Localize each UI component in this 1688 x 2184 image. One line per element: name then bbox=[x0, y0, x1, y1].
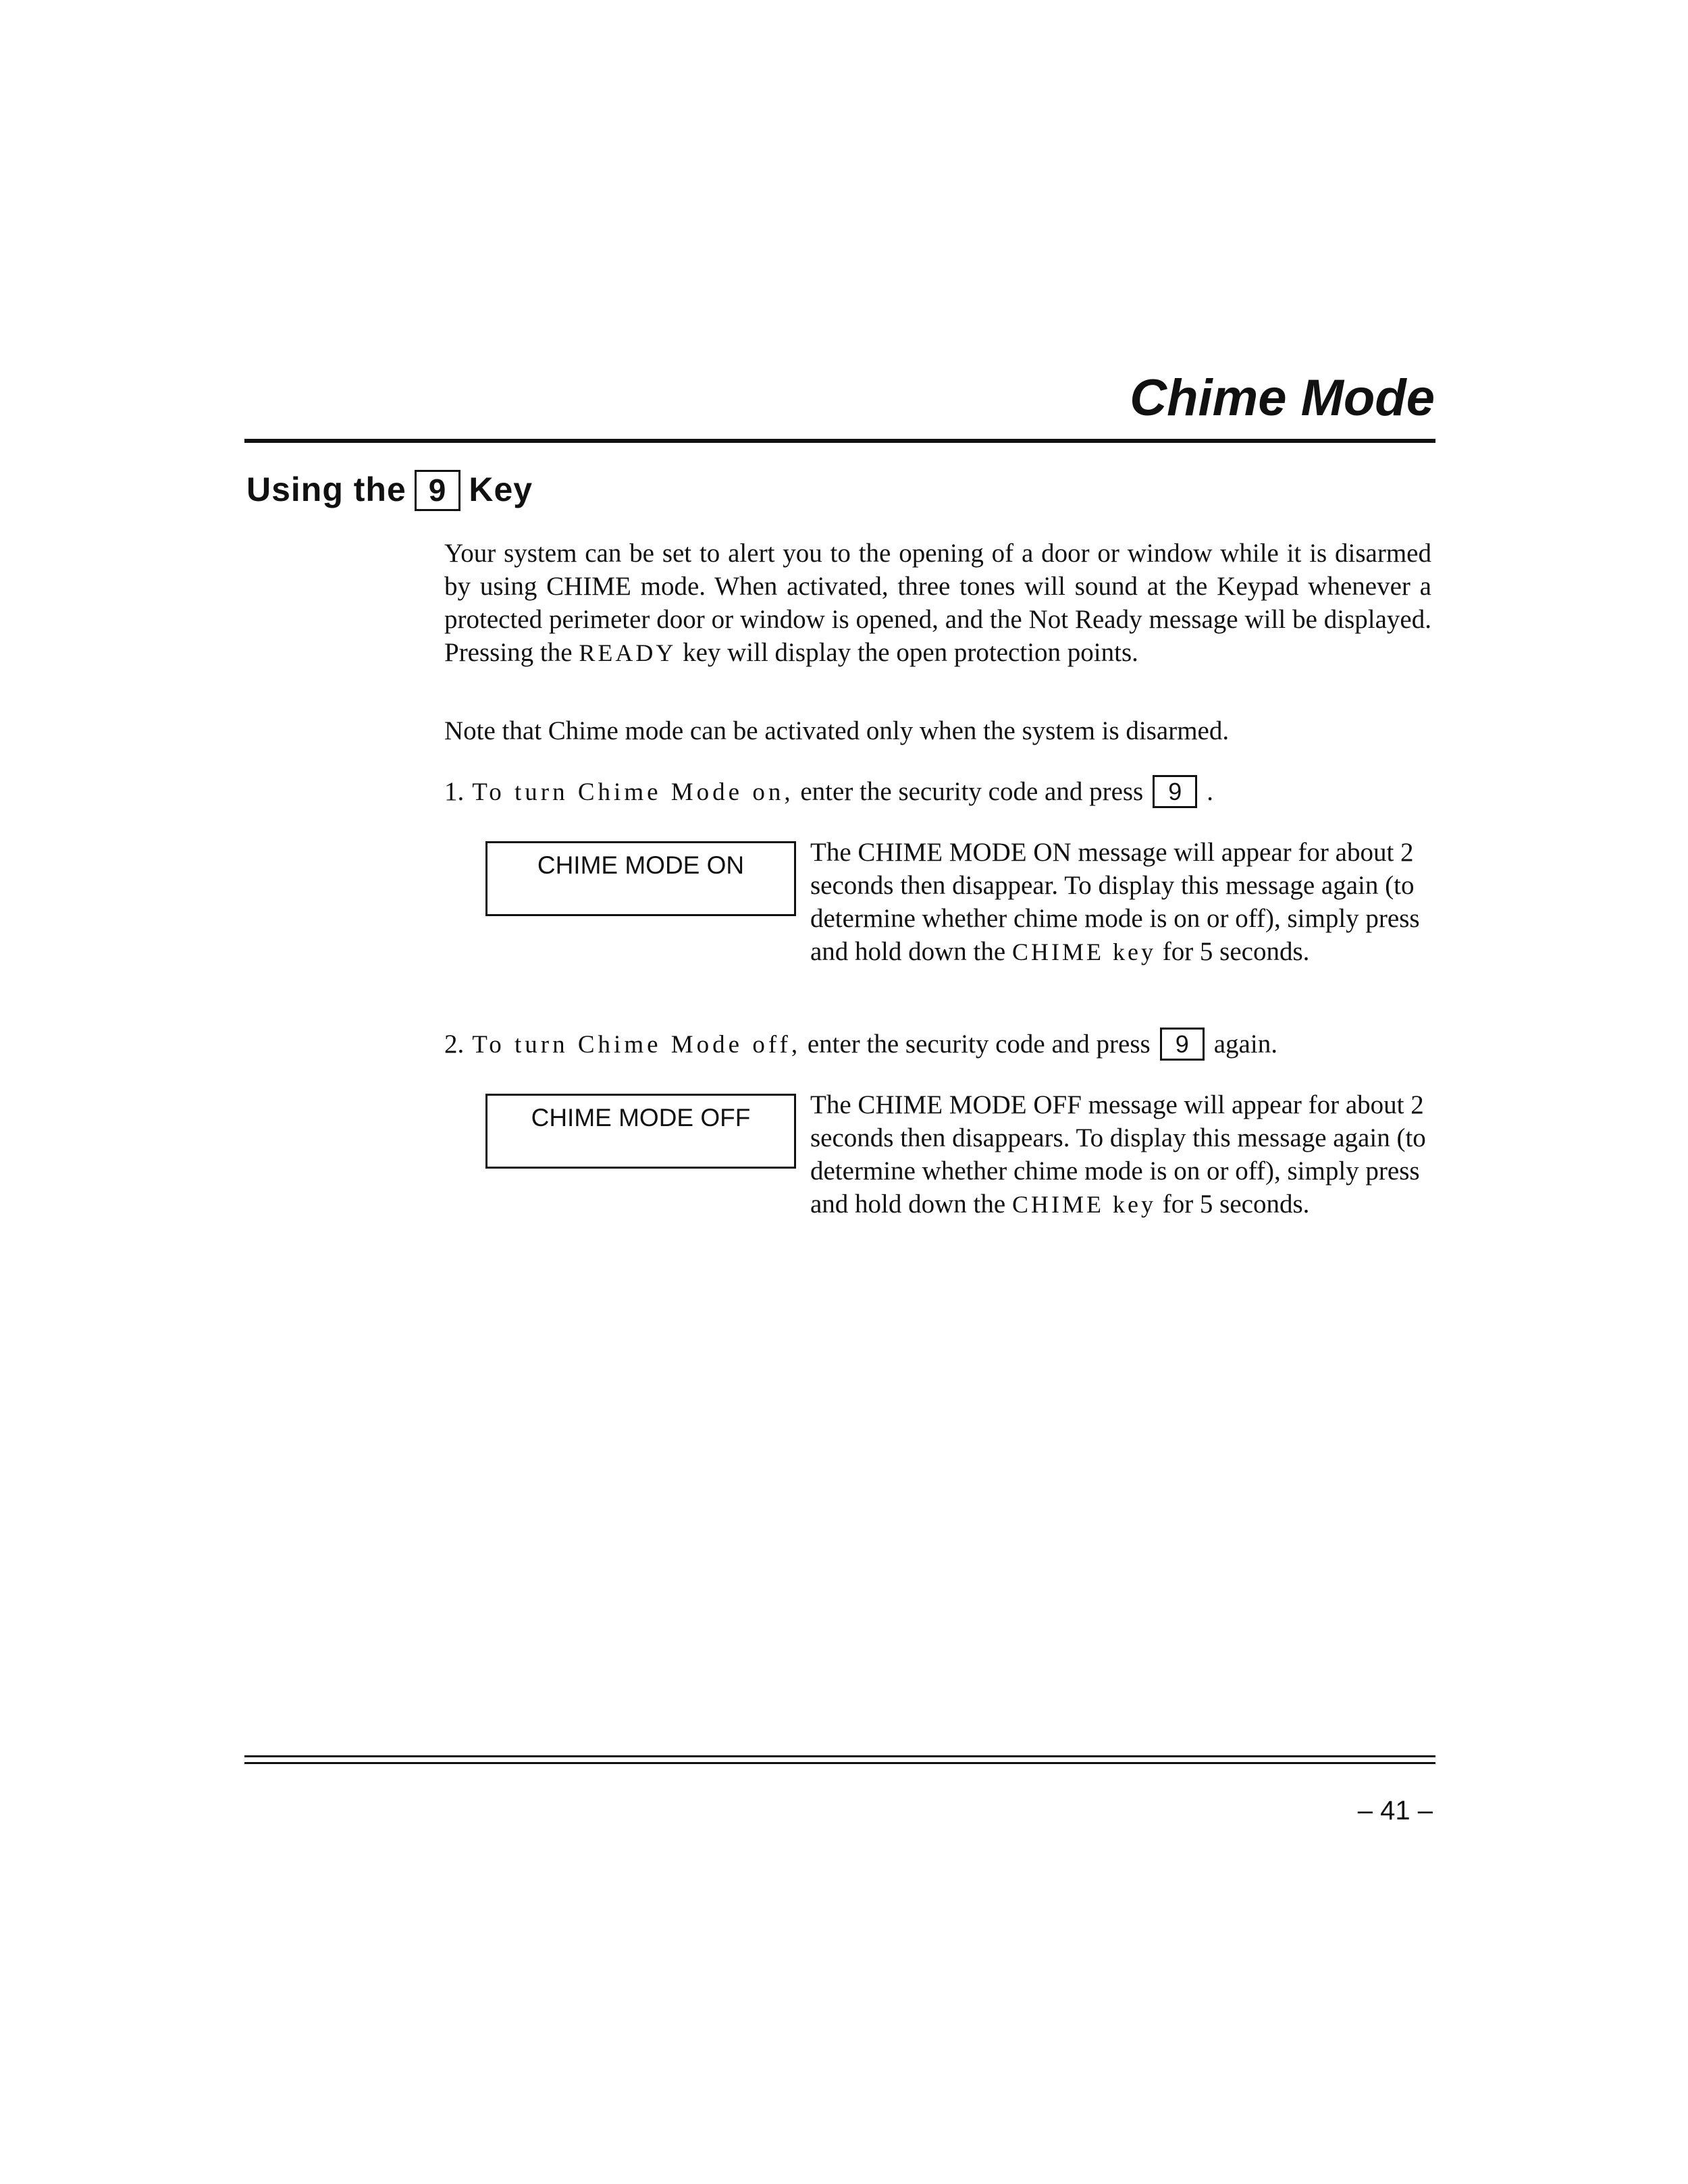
chapter-title: Chime Mode bbox=[1130, 369, 1435, 427]
footer-rule-top bbox=[244, 1755, 1435, 1757]
step-2-description bbox=[810, 1088, 1431, 1221]
section-heading bbox=[246, 466, 533, 513]
ready-key-text: READY bbox=[579, 639, 677, 666]
note-paragraph: Note that Chime mode can be activated only when the system is disarmed. bbox=[444, 716, 1230, 745]
step-1-text: enter the security code and press bbox=[800, 777, 1144, 806]
step-2-lead: To turn Chime Mode off, bbox=[472, 1031, 801, 1059]
step-2-desc-a: The CHIME MODE OFF message will appear for about 2 seconds then disappears. To display this message again (to determine whether chime mode is on or off), simply press and hold down the bbox=[810, 1090, 1426, 1219]
key-9-icon: 9 bbox=[415, 470, 461, 511]
step-1-lead: To turn Chime Mode on, bbox=[472, 778, 794, 806]
page-number: – 41 – bbox=[1357, 1796, 1433, 1826]
step-2-desc-b: for 5 seconds. bbox=[1162, 1190, 1310, 1219]
step-1-desc-b: for 5 seconds. bbox=[1162, 937, 1310, 966]
chime-key-text: CHIME key bbox=[1011, 938, 1156, 965]
step-2-text: enter the security code and press bbox=[807, 1030, 1151, 1059]
title-rule bbox=[244, 439, 1435, 443]
section-heading-prefix: Using the bbox=[246, 471, 406, 508]
step-1-description bbox=[810, 836, 1431, 969]
step-1 bbox=[444, 775, 1431, 809]
keypad-display-chime-on: CHIME MODE ON bbox=[485, 841, 796, 916]
footer-rule-bottom bbox=[244, 1762, 1435, 1764]
step-1-tail: . bbox=[1207, 777, 1214, 806]
key-9-icon: 9 bbox=[1153, 775, 1197, 808]
key-9-icon: 9 bbox=[1160, 1028, 1205, 1061]
intro-text-b: key will display the open protection points. bbox=[683, 638, 1138, 667]
chime-key-text: CHIME key bbox=[1011, 1191, 1156, 1218]
intro-text-a: Your system can be set to alert you to the opening of a door or window while it is disarmed by using CHIME mode. When activated, three tones will sound at the Keypad whenever a protected perimeter door or window is opened, and the Not Ready message will be displayed. Pressing the bbox=[444, 539, 1431, 667]
step-1-desc-a: The CHIME MODE ON message will appear for about 2 seconds then disappear. To display this message again (to determine whether chime mode is on or off), simply press and hold down the bbox=[810, 838, 1420, 966]
step-1-number: 1. bbox=[444, 777, 465, 806]
intro-paragraph bbox=[444, 537, 1431, 670]
section-heading-suffix: Key bbox=[469, 471, 533, 508]
keypad-display-chime-off: CHIME MODE OFF bbox=[485, 1094, 796, 1169]
step-2 bbox=[444, 1028, 1431, 1062]
step-2-tail: again. bbox=[1213, 1030, 1277, 1059]
step-2-number: 2. bbox=[444, 1030, 465, 1059]
